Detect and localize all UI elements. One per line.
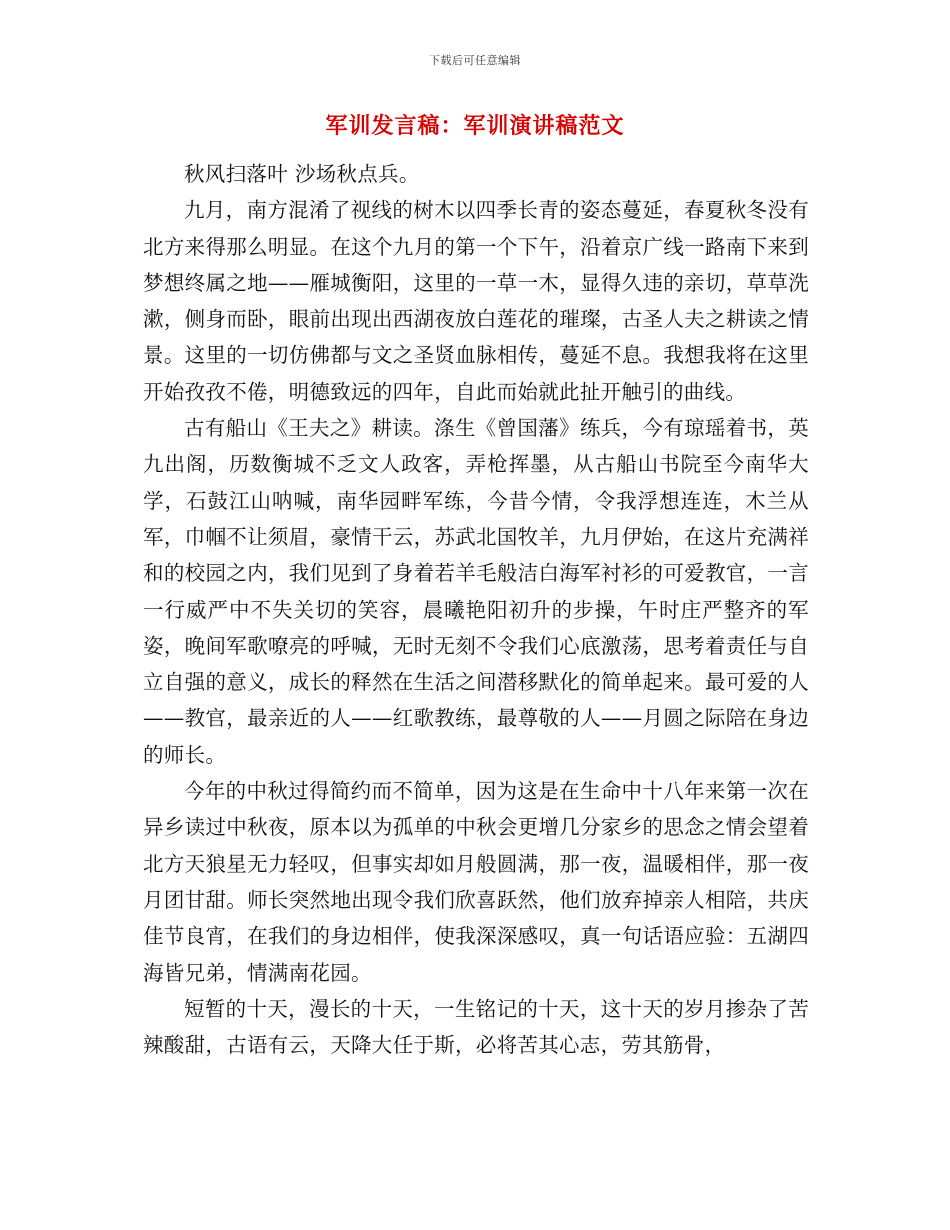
paragraph: 古有船山《王夫之》耕读。涤生《曾国藩》练兵，今有琼瑶着书，英九出阁，历数衡城不乏文人政客，弄枪挥墨，从古船山书院至今南华大学，石鼓江山呐喊，南华园畔军练，今昔今情，令我浮想连连，木兰从军，巾帼不让须眉，豪情干云，苏武北国牧羊，九月伊始，在这片充满祥和的校园之内，我们见到了身着若羊毛般洁白海军衬衫的可爱教官，一言一行威严中不失关切的笑容，晨曦艳阳初升的步操，午时庄严整齐的军姿，晚间军歌嘹亮的呼喊，无时无刻不令我们心底激荡，思考着责任与自立自强的意义，成长的释然在生活之间潜移默化的简单起来。最可爱的人——教官，最亲近的人——红歌教练，最尊敬的人——月圆之际陪在身边的师长。 [143,416,809,767]
paragraph: 今年的中秋过得简约而不简单，因为这是在生命中十八年来第一次在异乡读过中秋夜，原本以为孤单的中秋会更增几分家乡的思念之情会望着北方天狼星无力轻叹，但事实却如月般圆满，那一夜，温暖相伴，那一夜月团甘甜。师长突然地出现令我们欣喜跃然，他们放弃掉亲人相陪，共庆佳节良宵，在我们的身边相伴，使我深深感叹，真一句话语应验：五湖四海皆兄弟，情满南花园。 [143,779,809,985]
document-body [143,156,809,1063]
paragraph: 短暂的十天，漫长的十天，一生铭记的十天，这十天的岁月掺杂了苦辣酸甜，古语有云，天降大任于斯，必将苦其心志，劳其筋骨， [143,996,809,1058]
paragraph: 秋风扫落叶 沙场秋点兵。 [184,162,420,186]
paragraph: 九月，南方混淆了视线的树木以四季长青的姿态蔓延，春夏秋冬没有北方来得那么明显。在这个九月的第一个下午，沿着京广线一路南下来到梦想终属之地——雁城衡阳，这里的一草一木，显得久违的亲切，草草洗漱，侧身而卧，眼前出现出西湖夜放白莲花的璀璨，古圣人夫之耕读之情景。这里的一切仿佛都与文之圣贤血脉相传，蔓延不息。我想我将在这里开始孜孜不倦，明德致远的四年，自此而始就此扯开触引的曲线。 [143,198,809,404]
header-note: 下载后可任意编辑 [429,54,521,67]
document-title: 军训发言稿：军训演讲稿范文 [325,114,625,139]
